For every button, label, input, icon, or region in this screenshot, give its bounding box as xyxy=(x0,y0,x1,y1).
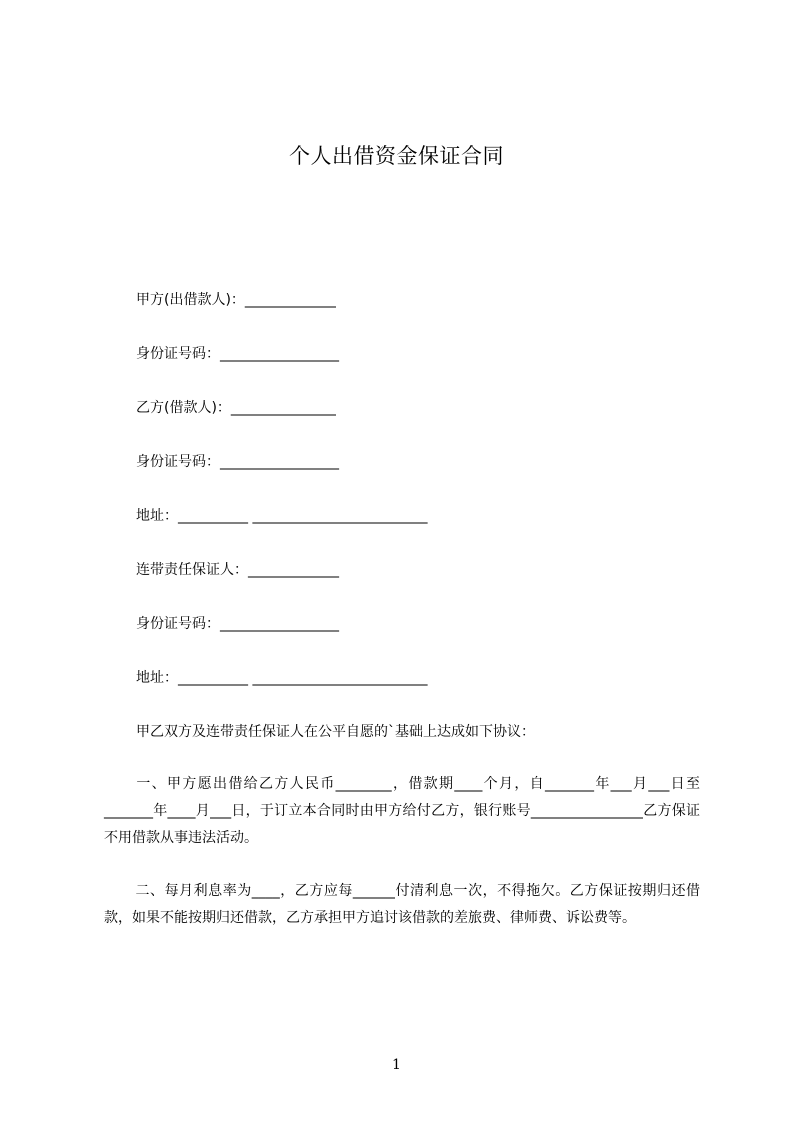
agreement-intro: 甲乙双方及连带责任保证人在公平自愿的`基础上达成如下协议： xyxy=(136,724,535,740)
borrower-field: 乙方(借款人)：_______________ xyxy=(136,400,336,416)
clause-2 xyxy=(104,878,700,932)
guarantor-field: 连带责任保证人：_____________ xyxy=(136,562,339,578)
clause-2-text: 二、每月利息率为____，乙方应每______付清利息一次，不得拖欠。乙方保证按期归还借款，如果不能按期归还借款，乙方承担甲方追讨该借款的差旅费、律师费、诉讼费等。 xyxy=(104,883,700,926)
page-number: 1 xyxy=(392,1057,401,1073)
lender-field: 甲方(出借款人)：_____________ xyxy=(136,292,336,308)
lender-id-field: 身份证号码：_________________ xyxy=(136,346,339,362)
clause-1-text: 一、甲方愿出借给乙方人民币________，借款期____个月，自_______年___月___日至_______年____月___日，于订立本合同时由甲方给付乙方，银行账号________________乙方保证不用借款从事违法活动。 xyxy=(104,776,700,846)
guarantor-id-field: 身份证号码：_________________ xyxy=(136,616,339,632)
document-title: 个人出借资金保证合同 xyxy=(289,144,504,168)
borrower-address-field: 地址：__________ _________________________ xyxy=(136,508,428,524)
guarantor-address-field: 地址：__________ _________________________ xyxy=(136,670,428,686)
borrower-id-field: 身份证号码：_________________ xyxy=(136,454,339,470)
clause-1 xyxy=(104,771,700,852)
